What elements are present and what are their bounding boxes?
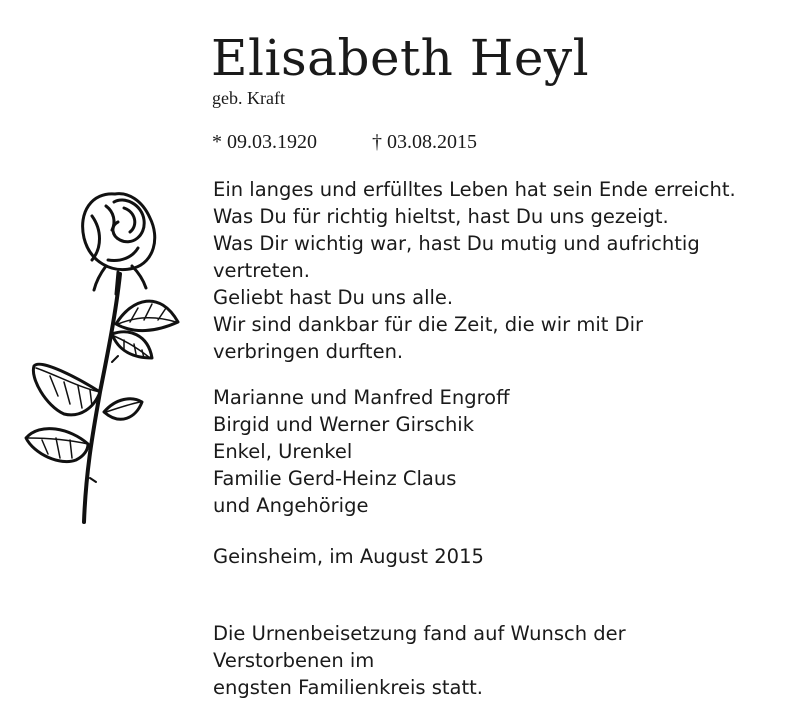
memorial-verse [213, 176, 736, 365]
verse-line: vertreten. [213, 259, 310, 282]
verse-line: Was Dir wichtig war, hast Du mutig und aufrichtig [213, 232, 700, 255]
verse-line: Ein langes und erfülltes Leben hat sein Ende erreicht. [213, 178, 736, 201]
verse-line: Wir sind dankbar für die Zeit, die wir mit Dir [213, 313, 644, 336]
death-date: † 03.08.2015 [372, 131, 477, 153]
burial-note [213, 620, 626, 701]
verse-line: Geliebt hast Du uns alle. [213, 286, 454, 309]
deceased-name: Elisabeth Heyl [211, 29, 590, 87]
birth-date: * 09.03.1920 [212, 131, 317, 153]
verse-line: Was Du für richtig hieltst, hast Du uns gezeigt. [213, 205, 669, 228]
mourner-line: Marianne und Manfred Engroff [213, 386, 510, 409]
maiden-name: geb. Kraft [212, 88, 285, 108]
mourner-line: und Angehörige [213, 494, 369, 517]
mourner-line: Familie Gerd-Heinz Claus [213, 467, 457, 490]
mourners-list [213, 384, 510, 519]
burial-line: Verstorbenen im [213, 649, 375, 672]
mourner-line: Birgid und Werner Girschik [213, 413, 475, 436]
verse-line: verbringen durften. [213, 340, 404, 363]
burial-line: engsten Familienkreis statt. [213, 676, 483, 699]
rose-icon [20, 182, 185, 527]
place-and-date: Geinsheim, im August 2015 [213, 545, 484, 568]
mourner-line: Enkel, Urenkel [213, 440, 353, 463]
burial-line: Die Urnenbeisetzung fand auf Wunsch der [213, 622, 626, 645]
